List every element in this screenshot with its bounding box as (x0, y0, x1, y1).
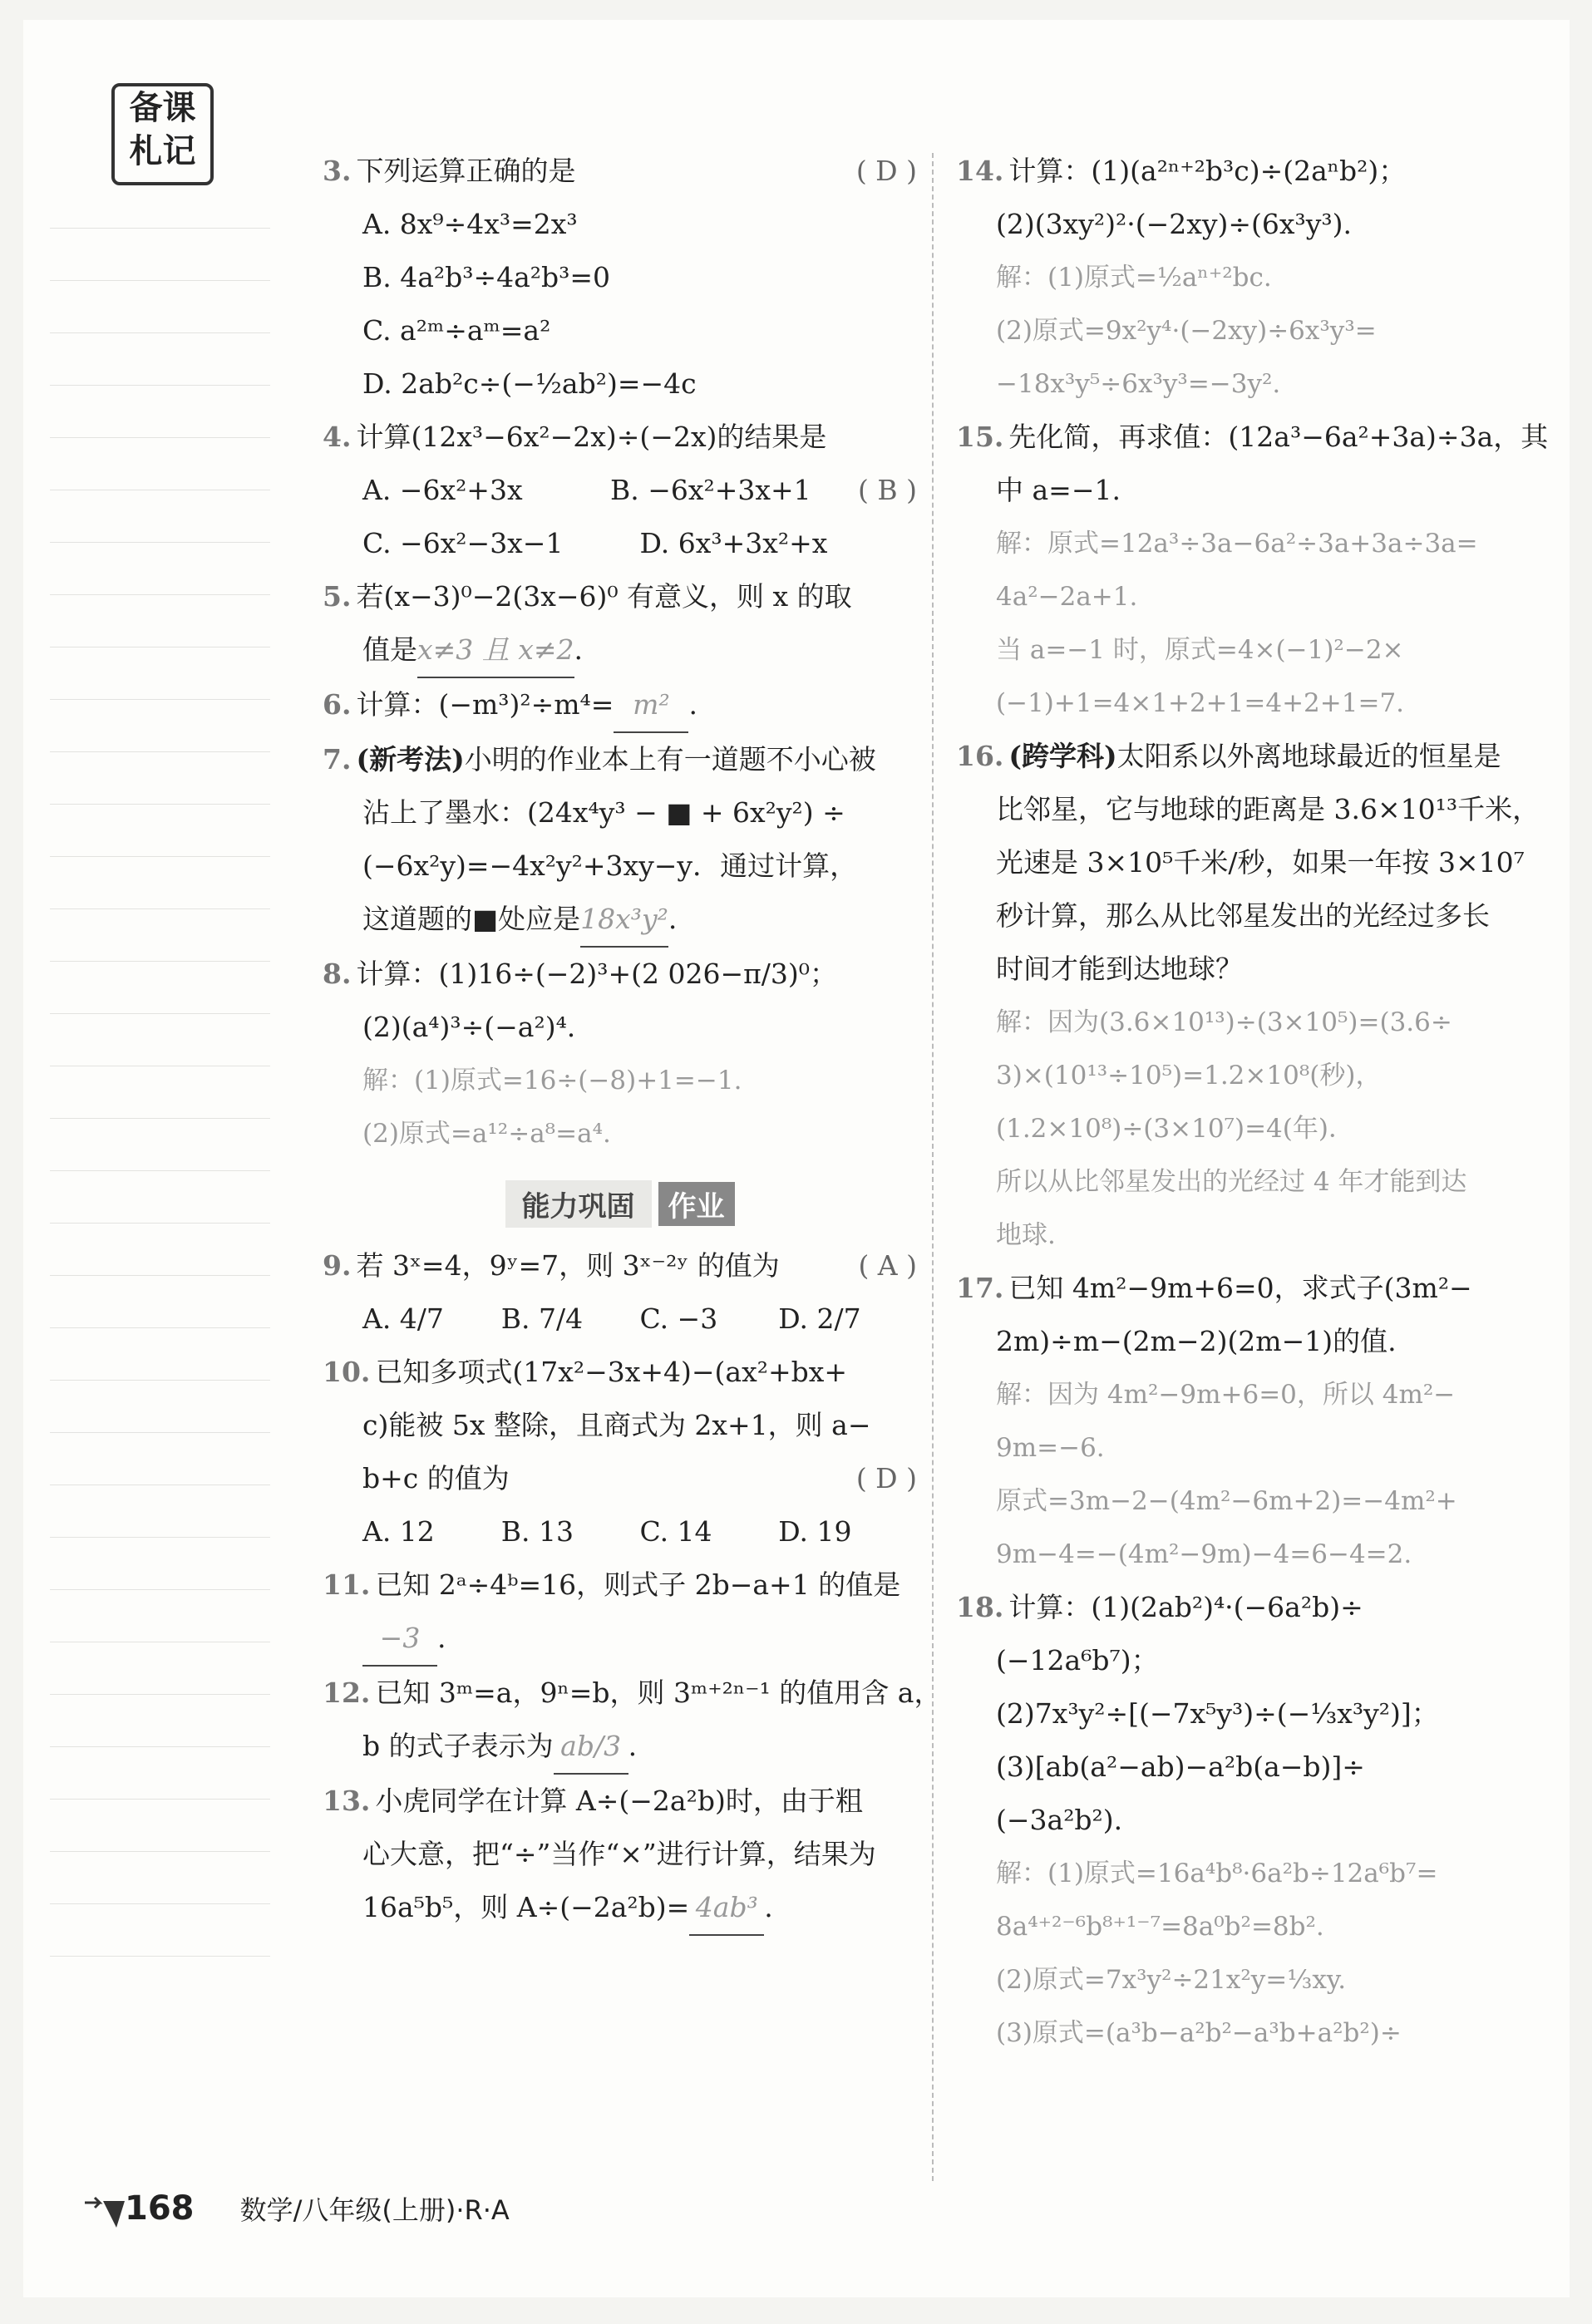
option-choice: C. −6x²−3x−1 (362, 527, 564, 559)
note-line (50, 961, 270, 962)
option-choice: B. 13 (500, 1515, 574, 1548)
question-text-line (323, 1399, 917, 1452)
question-text: 太阳系以外离地球最近的恒星是 (1116, 740, 1501, 772)
question-text: 计算：(−m³)²÷m⁴= (356, 688, 614, 721)
homework-badge: 作业 (658, 1182, 735, 1226)
question-line (323, 678, 917, 733)
note-line (50, 332, 270, 333)
worksheet-page (23, 20, 1570, 2297)
question-text: (−3a²b²). (996, 1804, 1123, 1836)
solution-line: (3)原式=(a³b−a²b²−a³b+a²b²)÷ (996, 2018, 1402, 2048)
question-text-line (323, 786, 917, 839)
stamp-line-1: 备课 (129, 89, 196, 127)
question-text: (2)(3xy²)²·(−2xy)÷(6x³y³). (996, 208, 1352, 240)
answer-blank: 4ab³ (689, 1881, 764, 1936)
question-number: 8. (323, 958, 352, 990)
question-text-line (956, 1687, 1546, 1741)
question-text: b+c 的值为 (362, 1462, 510, 1494)
option-choice: A. 4/7 (362, 1302, 444, 1335)
page-number: 168 (125, 2189, 195, 2228)
answer-choice: ( D ) (855, 1462, 917, 1494)
question-text-line (323, 304, 917, 357)
note-line (50, 1275, 270, 1276)
option-choice: B. −6x²+3x+1 (610, 474, 811, 506)
question-tag: (跨学科) (1008, 740, 1117, 772)
question-number: 13. (323, 1785, 371, 1817)
right-column (956, 145, 1549, 2060)
question-text: . (628, 1730, 638, 1762)
solution-line: −18x³y⁵÷6x³y³=−3y². (996, 369, 1281, 399)
section-heading (323, 1180, 917, 1228)
answer-blank: −3 (362, 1612, 437, 1667)
question-line (956, 411, 1549, 464)
solution-line: 9m=−6. (996, 1433, 1105, 1463)
question-text: 已知多项式(17x²−3x+4)−(ax²+bx+ (375, 1356, 847, 1388)
question-line (323, 145, 917, 198)
solution-line: 解：因为(3.6×10¹³)÷(3×10⁵)=(3.6÷ (996, 1007, 1452, 1037)
question-text: 已知 4m²−9m+6=0，求式子(3m²− (1008, 1272, 1472, 1304)
solution-line: (2)原式=a¹²÷a⁸=a⁴. (362, 1119, 611, 1149)
question-line (323, 1239, 917, 1292)
note-line (50, 1851, 270, 1852)
question-text-line (956, 1315, 1546, 1368)
question-number: 12. (323, 1677, 371, 1709)
question-text: 2m)÷m−(2m−2)(2m−1)的值. (996, 1325, 1397, 1357)
solution-line: 原式=3m−2−(4m²−6m+2)=−4m²+ (996, 1486, 1457, 1516)
question-text-line (956, 1741, 1546, 1794)
option-choice: D. 19 (778, 1515, 852, 1548)
solution-line: 3)×(10¹³÷10⁵)=1.2×10⁸(秒)， (996, 1061, 1382, 1091)
answer-blank: ab/3 (554, 1720, 628, 1775)
question-line (956, 1262, 1546, 1315)
solution-line: 解：(1)原式=16÷(−8)+1=−1. (362, 1066, 742, 1096)
question-text-line (323, 198, 917, 251)
question-text: . (764, 1891, 773, 1923)
note-line (50, 385, 270, 386)
question-line (323, 570, 917, 623)
option-choice: A. 12 (362, 1515, 435, 1548)
question-text-line (956, 1794, 1546, 1847)
question-text: A. 8x⁹÷4x³=2x³ (362, 208, 578, 240)
question-text-line (956, 783, 1546, 836)
solution-line: (1.2×10⁸)÷(3×10⁷)=4(年)． (996, 1114, 1354, 1144)
note-line (50, 856, 270, 857)
question-text: 已知 3ᵐ=a，9ⁿ=b，则 3ᵐ⁺²ⁿ⁻¹ 的值用含 a， (375, 1677, 942, 1709)
note-line (50, 1432, 270, 1433)
question-text: 比邻星，它与地球的距离是 3.6×10¹³千米， (996, 793, 1540, 825)
question-text: (2)(a⁴)³÷(−a²)⁴. (362, 1011, 576, 1043)
question-text: 计算：(1)(2ab²)⁴·(−6a²b)÷ (1008, 1591, 1363, 1623)
solution-line: 解：(1)原式=½aⁿ⁺²bc. (996, 263, 1272, 293)
question-number: 3. (323, 155, 352, 187)
question-number: 14. (956, 155, 1004, 187)
options-row (323, 517, 917, 570)
question-text: C. a²ᵐ÷aᵐ=a² (362, 314, 551, 347)
question-text: . (574, 633, 583, 666)
answer-choice: ( B ) (858, 474, 917, 506)
note-line (50, 1327, 270, 1328)
solution-line: 8a⁴⁺²⁻⁶b⁸⁺¹⁻⁷=8a⁰b²=8b². (996, 1912, 1324, 1942)
question-text: . (688, 688, 697, 721)
question-number: 5. (323, 580, 352, 613)
note-line (50, 1118, 270, 1119)
options-row (323, 1505, 917, 1558)
question-text-line (323, 1828, 917, 1881)
question-line (323, 411, 917, 464)
answer-choice: ( A ) (858, 1249, 917, 1282)
question-line (956, 1581, 1546, 1634)
answer-blank: 18x³y² (580, 893, 668, 948)
note-line (50, 1694, 270, 1695)
question-text: (3)[ab(a²−ab)−a²b(a−b)]÷ (996, 1750, 1365, 1783)
question-text: 计算：(1)(a²ⁿ⁺²b³c)÷(2aⁿb²)； (1008, 155, 1407, 187)
question-text-line (323, 1001, 917, 1054)
question-text: 小虎同学在计算 A÷(−2a²b)时，由于粗 (375, 1785, 863, 1817)
column-divider (932, 153, 934, 2181)
note-lines (50, 228, 270, 2008)
question-text-line (323, 1720, 917, 1775)
note-line (50, 1799, 270, 1800)
question-text: 已知 2ᵃ÷4ᵇ=16，则式子 2b−a+1 的值是 (375, 1568, 901, 1601)
solution-line: (2)原式=7x³y²÷21x²y=⅓xy. (996, 1965, 1347, 1995)
question-text-line (323, 839, 917, 893)
note-line (50, 1380, 270, 1381)
question-text-line (956, 464, 1546, 517)
question-number: 9. (323, 1249, 352, 1282)
question-text: 这道题的■处应是 (362, 903, 581, 935)
option-choice: D. 2/7 (778, 1302, 861, 1335)
solution-line: 解：因为 4m²−9m+6=0，所以 4m²− (996, 1380, 1456, 1410)
note-line (50, 1903, 270, 1904)
question-number: 18. (956, 1591, 1004, 1623)
note-line (50, 280, 270, 281)
note-line (50, 1537, 270, 1538)
question-text: D. 2ab²c÷(−½ab²)=−4c (362, 367, 697, 400)
question-number: 6. (323, 688, 352, 721)
solution-line: (−1)+1=4×1+2+1=4+2+1=7. (996, 688, 1405, 718)
question-text-line (323, 623, 917, 678)
question-text: 心大意，把“÷”当作“×”进行计算，结果为 (362, 1838, 876, 1870)
question-line (956, 145, 1546, 198)
question-text: 下列运算正确的是 (356, 155, 576, 187)
question-line (323, 1346, 917, 1399)
question-tag: (新考法) (356, 743, 465, 775)
note-line (50, 1170, 270, 1171)
solution-line: 解：(1)原式=16a⁴b⁸·6a²b÷12a⁶b⁷= (996, 1859, 1438, 1888)
note-line (50, 751, 270, 752)
solution-line: (2)原式=9x²y⁴·(−2xy)÷6x³y³= (996, 316, 1377, 346)
question-text-line (323, 1881, 917, 1936)
section-title-text: 能力巩固 (505, 1180, 652, 1228)
note-line (50, 594, 270, 595)
question-line (323, 948, 917, 1001)
question-text-line (956, 943, 1546, 996)
question-number: 15. (956, 421, 1004, 453)
option-choice: A. −6x²+3x (362, 474, 523, 506)
question-text: . (668, 903, 678, 935)
question-number: 17. (956, 1272, 1004, 1304)
question-number: 10. (323, 1356, 371, 1388)
option-choice: C. 14 (639, 1515, 712, 1548)
question-text-line (956, 1634, 1546, 1687)
note-line (50, 1956, 270, 1957)
note-line (50, 1589, 270, 1590)
question-text-line (956, 889, 1546, 943)
question-text: 光速是 3×10⁵千米/秒，如果一年按 3×10⁷ (996, 846, 1525, 879)
question-text: 时间才能到达地球？ (996, 953, 1243, 985)
question-number: 16. (956, 740, 1004, 772)
question-text: 计算：(1)16÷(−2)³+(2 026−π/3)⁰； (356, 958, 838, 990)
note-line (50, 1746, 270, 1747)
question-text-line (323, 251, 917, 304)
question-number: 4. (323, 421, 352, 453)
note-line (50, 1013, 270, 1014)
solution-line: 4a²−2a+1. (996, 582, 1138, 612)
question-line (956, 730, 1546, 783)
note-line (50, 437, 270, 438)
options-row (323, 1292, 917, 1346)
book-title: 数学/八年级(上册)·R·A (239, 2194, 510, 2226)
solution-line: 地球. (996, 1220, 1056, 1250)
option-choice: B. 7/4 (500, 1302, 584, 1335)
question-text: (−6x²y)=−4x²y²+3xy−y．通过计算， (362, 849, 858, 882)
lesson-notes-stamp (111, 83, 214, 185)
question-text: 若 3ˣ=4，9ʸ=7，则 3ˣ⁻²ʸ 的值为 (356, 1249, 780, 1282)
solution-line: 所以从比邻星发出的光经过 4 年才能到达 (996, 1167, 1467, 1197)
question-text: b 的式子表示为 (362, 1730, 554, 1762)
option-choice: C. −3 (639, 1302, 718, 1335)
question-text: 值是 (362, 633, 417, 666)
question-text: 先化简，再求值：(12a³−6a²+3a)÷3a，其 (1008, 421, 1549, 453)
options-row (323, 464, 858, 517)
note-line (50, 699, 270, 700)
question-line (323, 1775, 917, 1828)
left-column (323, 145, 942, 1936)
question-text: 若(x−3)⁰−2(3x−6)⁰ 有意义，则 x 的取 (356, 580, 852, 613)
answer-choice: ( D ) (855, 155, 917, 187)
question-number: 11. (323, 1568, 371, 1601)
question-text: 沾上了墨水：(24x⁴y³ − ■ + 6x²y²) ÷ (362, 796, 845, 829)
question-number: 7. (323, 743, 352, 775)
question-text: B. 4a²b³÷4a²b³=0 (362, 261, 611, 293)
note-line (50, 908, 270, 909)
question-text-line (956, 836, 1546, 889)
solution-line: 当 a=−1 时，原式=4×(−1)²−2× (996, 635, 1404, 665)
note-line (50, 804, 270, 805)
question-text: 中 a=−1. (996, 474, 1121, 506)
page-footer (75, 2189, 510, 2228)
question-text: 16a⁵b⁵，则 A÷(−2a²b)= (362, 1891, 690, 1923)
question-text: (2)7x³y²÷[(−7x⁵y³)÷(−⅓x³y²)]； (996, 1697, 1439, 1730)
stamp-line-2: 札记 (129, 132, 196, 170)
option-choice: D. 6x³+3x²+x (639, 527, 828, 559)
question-text: . (437, 1622, 446, 1654)
question-text: c)能被 5x 整除，且商式为 2x+1，则 a− (362, 1409, 871, 1441)
note-line (50, 1223, 270, 1224)
solution-line: 解：原式=12a³÷3a−6a²÷3a+3a÷3a= (996, 529, 1478, 559)
question-text: 计算(12x³−6x²−2x)÷(−2x)的结果是 (356, 421, 827, 453)
note-line (50, 542, 270, 543)
answer-blank: m² (614, 678, 688, 733)
question-text-line (323, 357, 917, 411)
question-text: 小明的作业本上有一道题不小心被 (464, 743, 876, 775)
question-text: (−12a⁶b⁷)； (996, 1644, 1159, 1677)
question-text: 秒计算，那么从比邻星发出的光经过多长 (996, 899, 1490, 932)
question-text-line (323, 1452, 917, 1505)
question-line (323, 733, 917, 786)
question-line (323, 1558, 917, 1612)
question-text-line (323, 893, 917, 948)
question-text-line (323, 1612, 917, 1667)
question-line (323, 1667, 942, 1720)
note-line (50, 228, 270, 229)
answer-blank: x≠3 且 x≠2 (417, 623, 574, 678)
solution-line: 9m−4=−(4m²−9m)−4=6−4=2. (996, 1539, 1412, 1569)
question-text-line (956, 198, 1546, 251)
